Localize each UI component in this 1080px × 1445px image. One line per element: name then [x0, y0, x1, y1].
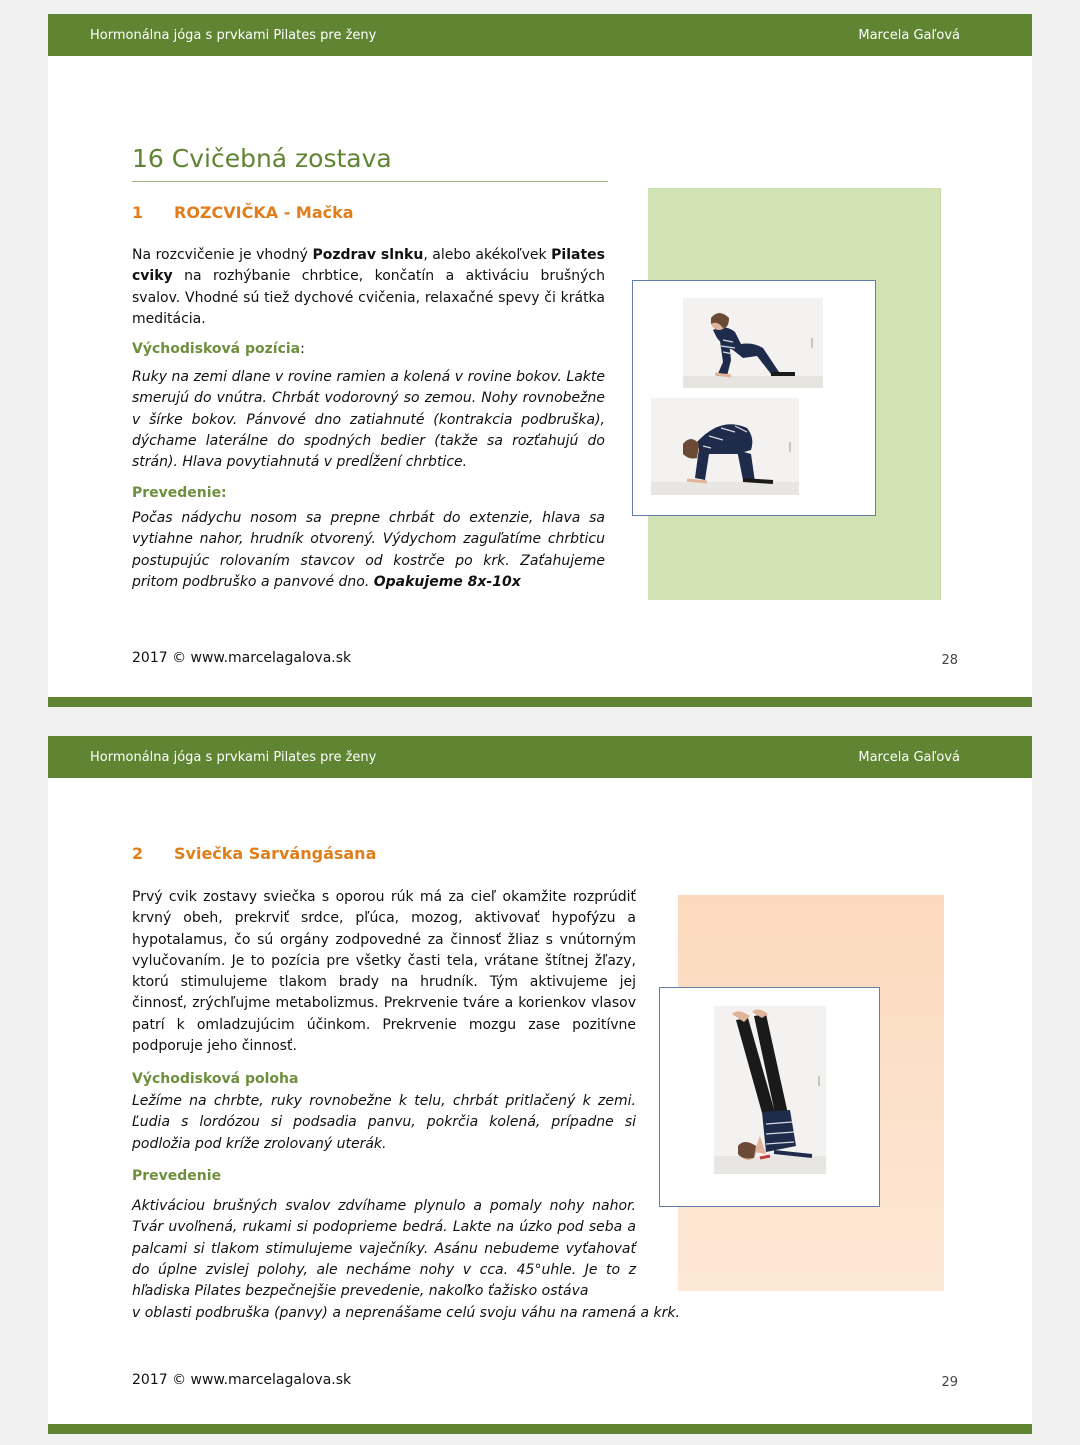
chapter-divider — [132, 181, 608, 182]
page-number: 29 — [941, 1375, 958, 1390]
intro-bold-pilates: Pilates cviky — [132, 247, 605, 285]
footer-copyright: 2017 © www.marcelagalova.sk — [132, 1372, 352, 1388]
header-title: Hormonálna jóga s prvkami Pilates pre ženy — [90, 28, 377, 43]
section-number: 1 — [132, 203, 144, 222]
execution-text-last-line: v oblasti podbruška (panvy) a neprenášame celú svoju váhu na ramená a krk. — [132, 1305, 680, 1321]
heading-colon: : — [300, 341, 305, 357]
section-title: Sviečka Sarvángásana — [174, 844, 377, 863]
start-position-text: Ruky na zemi dlane v rovine ramien a kolená v rovine bokov. Lakte smerujú do vnútra. Chrbát vodorovný so zemou. Nohy rovnobežne v šírke bokov. Pánvové dno zatiahnuté (kontrakcia podbruška), dýchame laterálne do spodných bedier (takže sa rozťahujú do strán). Hlava povytiahnutá v predĺžení chrbtice. — [132, 369, 605, 471]
header-title: Hormonálna jóga s prvkami Pilates pre ženy — [90, 750, 377, 765]
page-28 — [48, 14, 1032, 707]
intro-text: na rozhýbanie chrbtice, končatín a aktiváciu brušných svalov. Vhodné sú tiež dychové cvičenia, relaxačné spevy či krátka meditácia. — [132, 268, 605, 327]
section-title: ROZCVIČKA - Mačka — [174, 203, 354, 222]
header-author: Marcela Gaľová — [858, 28, 960, 43]
footer-bar — [48, 697, 1032, 707]
page-header — [48, 736, 1032, 778]
intro-text: , alebo akékoľvek — [423, 247, 552, 263]
photo-shoulder-stand — [714, 1006, 826, 1174]
header-author: Marcela Gaľová — [858, 750, 960, 765]
repeat-count: Opakujeme 8x-10x — [373, 573, 521, 590]
execution-heading: Prevedenie: — [132, 485, 227, 501]
execution-text: Aktiváciou brušných svalov zdvíhame plynulo a pomaly nohy nahor. Tvár uvoľnená, rukami si podoprieme bedrá. Lakte na úzko pod seba a palcami si tlakom stimulujeme vaječníky. Asánu nebudeme vyťahovať do úplne zvislej polohy, ale necháme nohy v cca. 45°uhle. Je to z hľadiska Pilates bezpečnejšie prevedenie, nakoľko ťažisko ostáva — [132, 1198, 636, 1300]
start-position-heading: Východisková poloha — [132, 1071, 299, 1087]
execution-body: Počas nádychu nosom sa prepne chrbát do extenzie, hlava sa vytiahne nahor, hrudník otvorený. Výdychom zaguľatíme chrbticu postupujúc rolovaním stavcov od kostrče po krk. Zaťahujeme pritom podbruško a panvové dno. — [132, 510, 605, 590]
intro-text: Na rozcvičenie je vhodný — [132, 247, 313, 263]
start-position-text: Ležíme na chrbte, ruky rovnobežne k telu, chrbát pritlačený k zemi. Ľudia s lordózou si podsadia panvu, pokrčia kolená, prípadne si podložia pod kríže zrolovaný uterák. — [132, 1093, 636, 1152]
intro-paragraph: Prvý cvik zostavy sviečka s oporou rúk má za cieľ okamžite rozprúdiť krvný obeh, prekrviť srdce, pľúca, mozog, aktivovať hypofýzu a hypotalamus, čo sú orgány zodpovedné za činnosť žliaz s vnútorným vylučovaním. Je to pozícia pre všetky časti tela, vrátane štítnej žľazy, ktorú stimulujeme tlakom brady na hrudník. Tým aktivujeme jej činnosť, zrýchľujme metabolizmus. Prekrvenie tváre a korienkov vlasov patrí k omladzujúcim účinkom. Prekrvenie mozgu zase pozitívne podporuje jeho činnosť. — [132, 889, 636, 1055]
intro-bold-pozdrav: Pozdrav slnku — [312, 247, 424, 263]
photo-cat-pose-flexion — [651, 398, 799, 495]
intro-paragraph — [132, 245, 605, 330]
start-position-heading — [132, 341, 305, 357]
page-number: 28 — [941, 653, 958, 668]
execution-text — [132, 508, 605, 593]
photo-frame — [632, 280, 876, 516]
page-header — [48, 14, 1032, 56]
execution-heading: Prevedenie — [132, 1168, 222, 1184]
section-number: 2 — [132, 844, 144, 863]
photo-frame — [659, 987, 880, 1207]
chapter-title: 16 Cvičebná zostava — [132, 144, 392, 173]
footer-bar — [48, 1424, 1032, 1434]
section-heading-macka — [132, 203, 354, 222]
section-heading-sviecka — [132, 844, 376, 863]
photo-cat-pose-extension — [683, 298, 823, 388]
footer-copyright: 2017 © www.marcelagalova.sk — [132, 650, 352, 666]
start-position-label: Východisková pozícia — [132, 341, 301, 357]
page-29 — [48, 736, 1032, 1434]
